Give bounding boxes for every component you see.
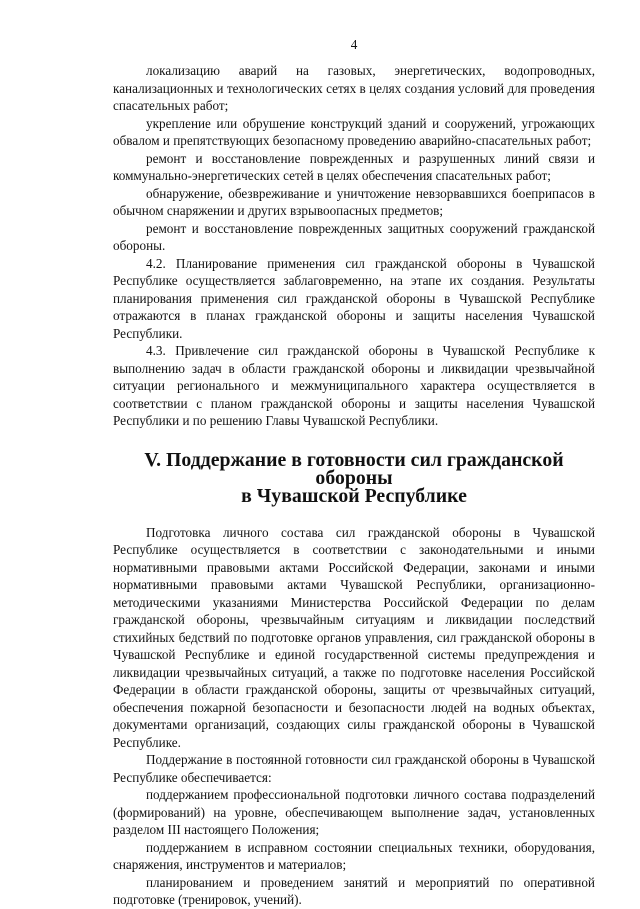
paragraph-ordnance: обнаружение, обезвреживание и уничтожение невзорвавшихся боеприпасов в обычном снаряжении и других взрывоопасных предметов; [113, 185, 595, 218]
section-title [113, 448, 595, 507]
paragraph-readiness-intro: Поддержание в постоянной готовности сил гражданской обороны в Чувашской Республике обеспечивается: [113, 752, 595, 785]
document-page [113, 36, 595, 909]
paragraph-localization: локализацию аварий на газовых, энергетических, водопроводных, канализационных и технологических сетях в целях создания условий для проведения спасательных работ; [113, 63, 595, 113]
paragraph-professional-training: поддержанием профессиональной подготовки личного состава подразделений (формирований) на уровне, обеспечивающем выполнение задач, установленных разделом III настоящего Положения; [113, 787, 595, 837]
paragraph-repair-networks: ремонт и восстановление поврежденных и разрушенных линий связи и коммунально-энергетических сетей в целях обеспечения спасательных работ; [113, 150, 595, 183]
paragraph-reinforcement: укрепление или обрушение конструкций зданий и сооружений, угрожающих обвалом и препятствующих безопасному проведению аварийно-спасательных работ; [113, 115, 595, 148]
page-number: 4 [350, 37, 358, 52]
paragraph-4-2: 4.2. Планирование применения сил гражданской обороны в Чувашской Республике осуществляется заблаговременно, на этапе их создания. Результаты планирования применения сил гражданской обороны в Чувашской Республике отражаются в планах гражданской обороны и защиты населения Чувашской Республики. [113, 255, 595, 341]
section-title-line2: в Чувашской Республике [241, 484, 467, 507]
paragraph-4-3: 4.3. Привлечение сил гражданской обороны в Чувашской Республике к выполнению задач в области гражданской обороны и ликвидации чрезвычайной ситуации регионального и межмуниципального характера осуществляется в соответствии с планом гражданской обороны и защиты населения Чувашской Республики и по решению Главы Чувашской Республики. [113, 343, 595, 428]
paragraph-training: Подготовка личного состава сил гражданской обороны в Чувашской Республике осуществляется в соответствии с законодательными и иными нормативными правовыми актами Российской Федерации, законами и иными нормативными правовыми актами Чувашской Республики, организационно-методическими указаниями Министерства Российской Федерации по делам гражданской обороны, чрезвычайным ситуациям и ликвидации последствий стихийных бедствий по подготовке органов управления, сил гражданской обороны в Чувашской Республике и единой государственной системы предупреждения и ликвидации чрезвычайных ситуаций, а также по подготовке населения Российской Федерации в области гражданской обороны, защиты от чрезвычайных ситуаций, обеспечения пожарной безопасности и безопасности людей на водных объектах, документами организаций, создающих силы гражданской обороны в Чувашской Республике. [113, 524, 595, 750]
paragraph-exercises: планированием и проведением занятий и мероприятий по оперативной подготовке (тренировок, учений). [113, 874, 595, 907]
section-title-line1: V. Поддержание в готовности сил гражданской обороны [144, 448, 564, 489]
paragraph-shelters: ремонт и восстановление поврежденных защитных сооружений гражданской обороны. [113, 220, 595, 253]
paragraph-equipment: поддержанием в исправном состоянии специальных техники, оборудования, снаряжения, инструментов и материалов; [113, 839, 595, 872]
